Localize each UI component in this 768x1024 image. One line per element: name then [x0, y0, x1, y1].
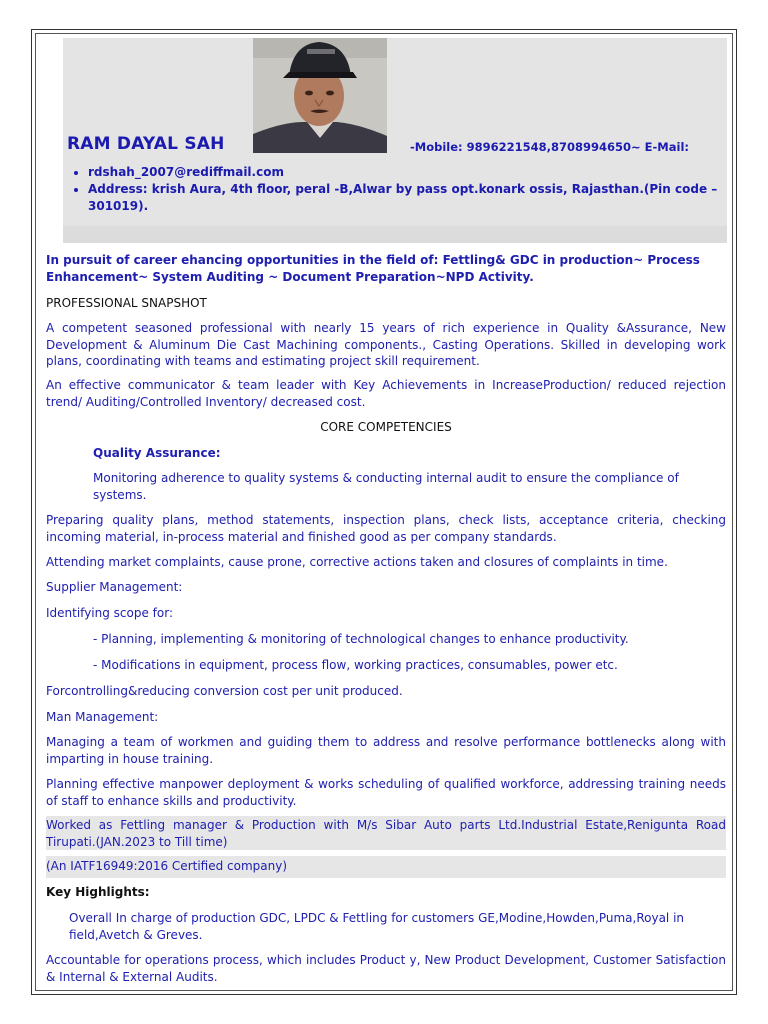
scope-item-1: - Planning, implementing & monitoring of technological changes to enhance productivity.	[93, 632, 629, 646]
qa-paragraph-2: Preparing quality plans, method statements, inspection plans, check lists, acceptance criteria, checking incoming material, in-process material and finished good as per company standards.	[46, 513, 726, 544]
career-objective: In pursuit of career ehancing opportunities in the field of: Fettling& GDC in production~ Process Enhancement~ System Auditing ~ Document Preparation~NPD Activity.	[46, 253, 700, 284]
company-certification: (An IATF16949:2016 Certified company)	[46, 856, 726, 878]
key-highlight-2: Accountable for operations process, which includes Product y, New Product Development, Customer Satisfaction & Internal & External Audits.	[46, 953, 726, 984]
quality-assurance-heading: Quality Assurance:	[93, 446, 221, 460]
snapshot-paragraph-1: A competent seasoned professional with nearly 15 years of rich experience in Quality &Assurance, New Development & Aluminum Die Cast Machining components., Casting Operations. Skilled in developing work plans, coordinating with teams and estimating project skill requirement.	[46, 321, 726, 368]
postal-address: • Address: krish Aura, 4th floor, peral -B,Alwar by pass opt.konark ossis, Rajasthan.(Pin code – 301019).	[88, 181, 748, 215]
candidate-name: RAM DAYAL SAH	[67, 134, 225, 154]
mobile-email-label: -Mobile: 9896221548,8708994650~ E-Mail:	[410, 140, 689, 154]
profile-photo	[253, 38, 387, 153]
supplier-management-heading: Supplier Management:	[46, 580, 183, 594]
section-heading-core: CORE COMPETENCIES	[320, 420, 452, 434]
man-paragraph-2: Planning effective manpower deployment & works scheduling of qualified workforce, addressing training needs of staff to enhance skills and productivity.	[46, 777, 726, 808]
scope-item-2: - Modifications in equipment, process flow, working practices, consumables, power etc.	[93, 658, 618, 672]
man-management-heading: Man Management:	[46, 710, 159, 724]
qa-paragraph-3: Attending market complaints, cause prone, corrective actions taken and closures of complaints in time.	[46, 555, 668, 569]
employment-summary: Worked as Fettling manager & Production with M/s Sibar Auto parts Ltd.Industrial Estate,Renigunta Road Tirupati.(JAN.2023 to Till time)	[46, 818, 726, 849]
qa-paragraph-1: Monitoring adherence to quality systems & conducting internal audit to ensure the compliance of systems.	[93, 471, 679, 502]
identifying-scope-label: Identifying scope for:	[46, 606, 174, 620]
key-highlights-heading: Key Highlights:	[46, 885, 150, 899]
cost-control-line: Forcontrolling&reducing conversion cost per unit produced.	[46, 684, 403, 698]
key-highlight-1: Overall In charge of production GDC, LPDC & Fettling for customers GE,Modine,Howden,Puma,Royal in field,Avetch & Greves.	[69, 911, 685, 942]
contact-list	[64, 164, 748, 215]
email-address[interactable]: • rdshah_2007@rediffmail.com	[88, 164, 748, 181]
snapshot-paragraph-2: An effective communicator & team leader with Key Achievements in IncreaseProduction/ reduced rejection trend/ Auditing/Controlled Inventory/ decreased cost.	[46, 378, 726, 409]
section-heading-snapshot: PROFESSIONAL SNAPSHOT	[46, 296, 207, 310]
header-divider-band	[63, 226, 727, 243]
man-paragraph-1: Managing a team of workmen and guiding them to address and resolve performance bottlenecks along with imparting in house training.	[46, 735, 726, 766]
